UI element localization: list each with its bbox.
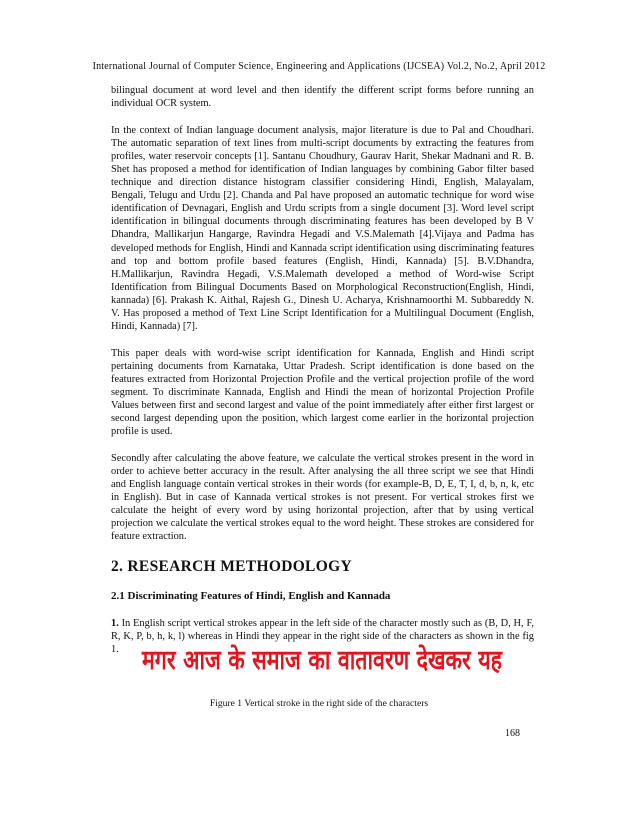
subsection-heading: 2.1 Discriminating Features of Hindi, English and Kannada [111,589,391,602]
paragraph-2: In the context of Indian language document analysis, major literature is due to Pal and Choudhari. The automatic separation of text lines from multi-script documents by extracting the features from profiles, water reservoir concepts [1]. Santanu Choudhury, Gaurav Harit, Shekar Madnani and R. B. Shet has proposed a method for identification of Indian languages by combining Gabor filter based technique and direction distance histogram classifier considering Hindi, English, Malayalam, Bengali, Telugu and Urdu [2]. Chanda and Pal have proposed an automatic technique for word wise identification of Devnagari, English and Urdu scripts from a single document [3]. Word level script identification in bilingual documents through discriminating features has been developed by B V Dhandra, Mallikarjun Hangarge, Ravindra Hegadi and V.S.Malemath [4].Vijaya and Padma has developed methods for English, Hindi and Kannada script identification using discriminating features and top and bottom profile based features (English, Hindi, Kannada) [5]. B.V.Dhandra, H.Mallikarjun, Ravindra Hegadi, V.S.Malemath developed a method of Word-wise Script Identification from Bilingual Documents Based on Morphological Reconstruction(English, Hindi, kannada) [6]. Prakash K. Aithal, Rajesh G., Dinesh U. Acharya, Krishnamoorthi M. Subbareddy N. V. Has proposed a method of Text Line Script Identification for a Multilingual Document (English, Hindi, Kannada) [7]. [111,125,534,332]
figure-caption: Figure 1 Vertical stroke in the right side of the characters [209,698,429,709]
list-number: 1. [111,617,119,629]
devanagari-sample-text: मगर आज के समाज का वातावरण देखकर यह [142,645,596,676]
paragraph-3: This paper deals with word-wise script identification for Kannada, English and Hindi script pertaining documents from Karnataka, Uttar Pradesh. Script identification is done based on the features extracted from Horizontal Projection Profile and the vertical projection profile of the word segment. To discriminate Kannada, English and Hindi the mean of horizontal Projection Profile Values between first and second largest and value of the point immediately after either first largest or second largest depending upon the position, which largest come earlier in the horizontal projection profile is used. [111,347,534,438]
figure-1-image [111,636,596,680]
body-content [111,84,534,670]
section-heading: 2. RESEARCH METHODOLOGY [111,557,352,575]
paragraph-5-text: In English script vertical strokes appear in the left side of the character mostly such as (B, D, H, F, R, K, P, b, h, k, l) whereas in Hindi they appear in the right side of the characters as shown in the fig 1. [111,617,534,655]
devanagari-word-image [111,636,596,680]
paragraph-1: bilingual document at word level and then identify the different script forms before running an individual OCR system. [111,85,534,110]
running-header: International Journal of Computer Science, Engineering and Applications (IJCSEA) Vol.2, No.2, April 2012 [92,61,546,72]
page-number: 168 [505,728,520,739]
paragraph-4: Secondly after calculating the above feature, we calculate the vertical strokes present in the word in order to achieve better accuracy in the result. After analysing the all three script we see that Hindi and English language contain vertical strokes in their words (for example-B, D, E, T, I, d, b, n, k, etc in English). But in case of Kannada vertical strokes is not present. For vertical strokes first we calculate the height of every word by using horizontal projection, after that by using vertical projection we calculate the vertical strokes equal to the word height. These strokes are considered for feature extraction. [111,453,534,543]
